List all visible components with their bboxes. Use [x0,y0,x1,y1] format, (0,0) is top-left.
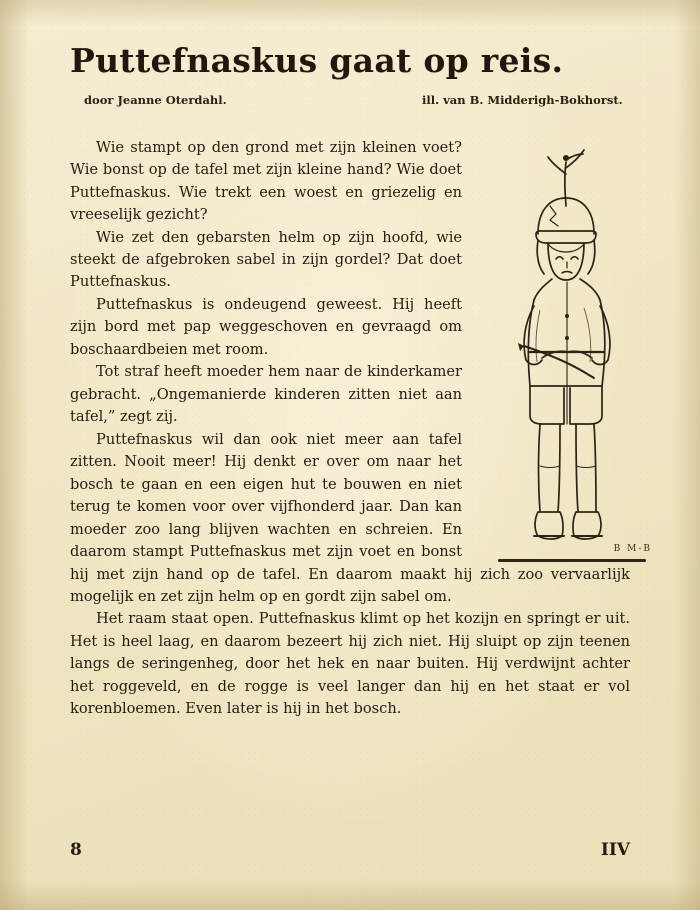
illustration-boy-with-helmet [480,148,656,578]
paragraph: Puttefnaskus wil dan ook niet meer aan tafel zitten. Nooit meer! Hij denkt er over om naar het bosch te gaan en een eigen hut te bouwen en niet terug te komen voor over vijfhonderd jaar. Dan kan moeder zoo lang blijven wachten en schreien. En daarom stampt Puttefnaskus met zijn voet en bonst hij met zijn hand op de tafel. En daarom maakt hij zich zoo vervaarlijk mogelijk en zet zijn helm op en gordt zijn sabel om. [70,430,630,606]
volume-marker: IIV [600,840,630,860]
byline [70,93,630,109]
author-credit: door Jeanne Oterdahl. [84,92,227,107]
paragraph: Wie zet den gebarsten helm op zijn hoofd, wie steekt de afgebroken sabel in zijn gordel? Dat doet Puttefnaskus. [70,228,462,291]
paragraph: Tot straf heeft moeder hem naar de kinderkamer gebracht. „Ongemanierde kinderen zitten niet aan tafel,” zegt zij. [70,363,462,426]
page-footer [70,840,630,862]
page-number: 8 [70,840,82,860]
illustration-ground-line [498,559,646,562]
page-title: Puttefnaskus gaat op reis. [70,41,564,80]
page-edge-top-shadow [0,0,700,26]
illustration-drawing [480,148,656,578]
paragraph: Puttefnaskus is ondeugend geweest. Hij heeft zijn bord met pap weggeschoven en gevraagd om boschaardbeien met room. [70,295,462,358]
paragraph: Wie stampt op den grond met zijn kleinen voet? Wie bonst op de tafel met zijn kleine hand? Wie doet Puttefnaskus. Wie trekt een woest en griezelig en vreeselijk gezicht? [70,138,462,224]
paragraph: Het raam staat open. Puttefnaskus klimt op het kozijn en springt er uit. Het is heel laag, en daarom bezeert hij zich niet. Hij sluipt op zijn teenen langs de seringenheg, door het hek en naar buiten. Hij verdwijnt achter het roggeveld, en de rogge is veel langer dan hij en het staat er vol korenbloemen. Even later is hij in het bosch. [70,610,630,718]
page-edge-right-shadow [674,0,700,910]
page-edge-bottom-shadow [0,880,700,910]
page-edge-left-shadow [0,0,30,910]
illustrator-credit: ill. van B. Midderigh-Bokhorst. [422,92,623,107]
illustrator-signature: B M-B [613,544,652,554]
